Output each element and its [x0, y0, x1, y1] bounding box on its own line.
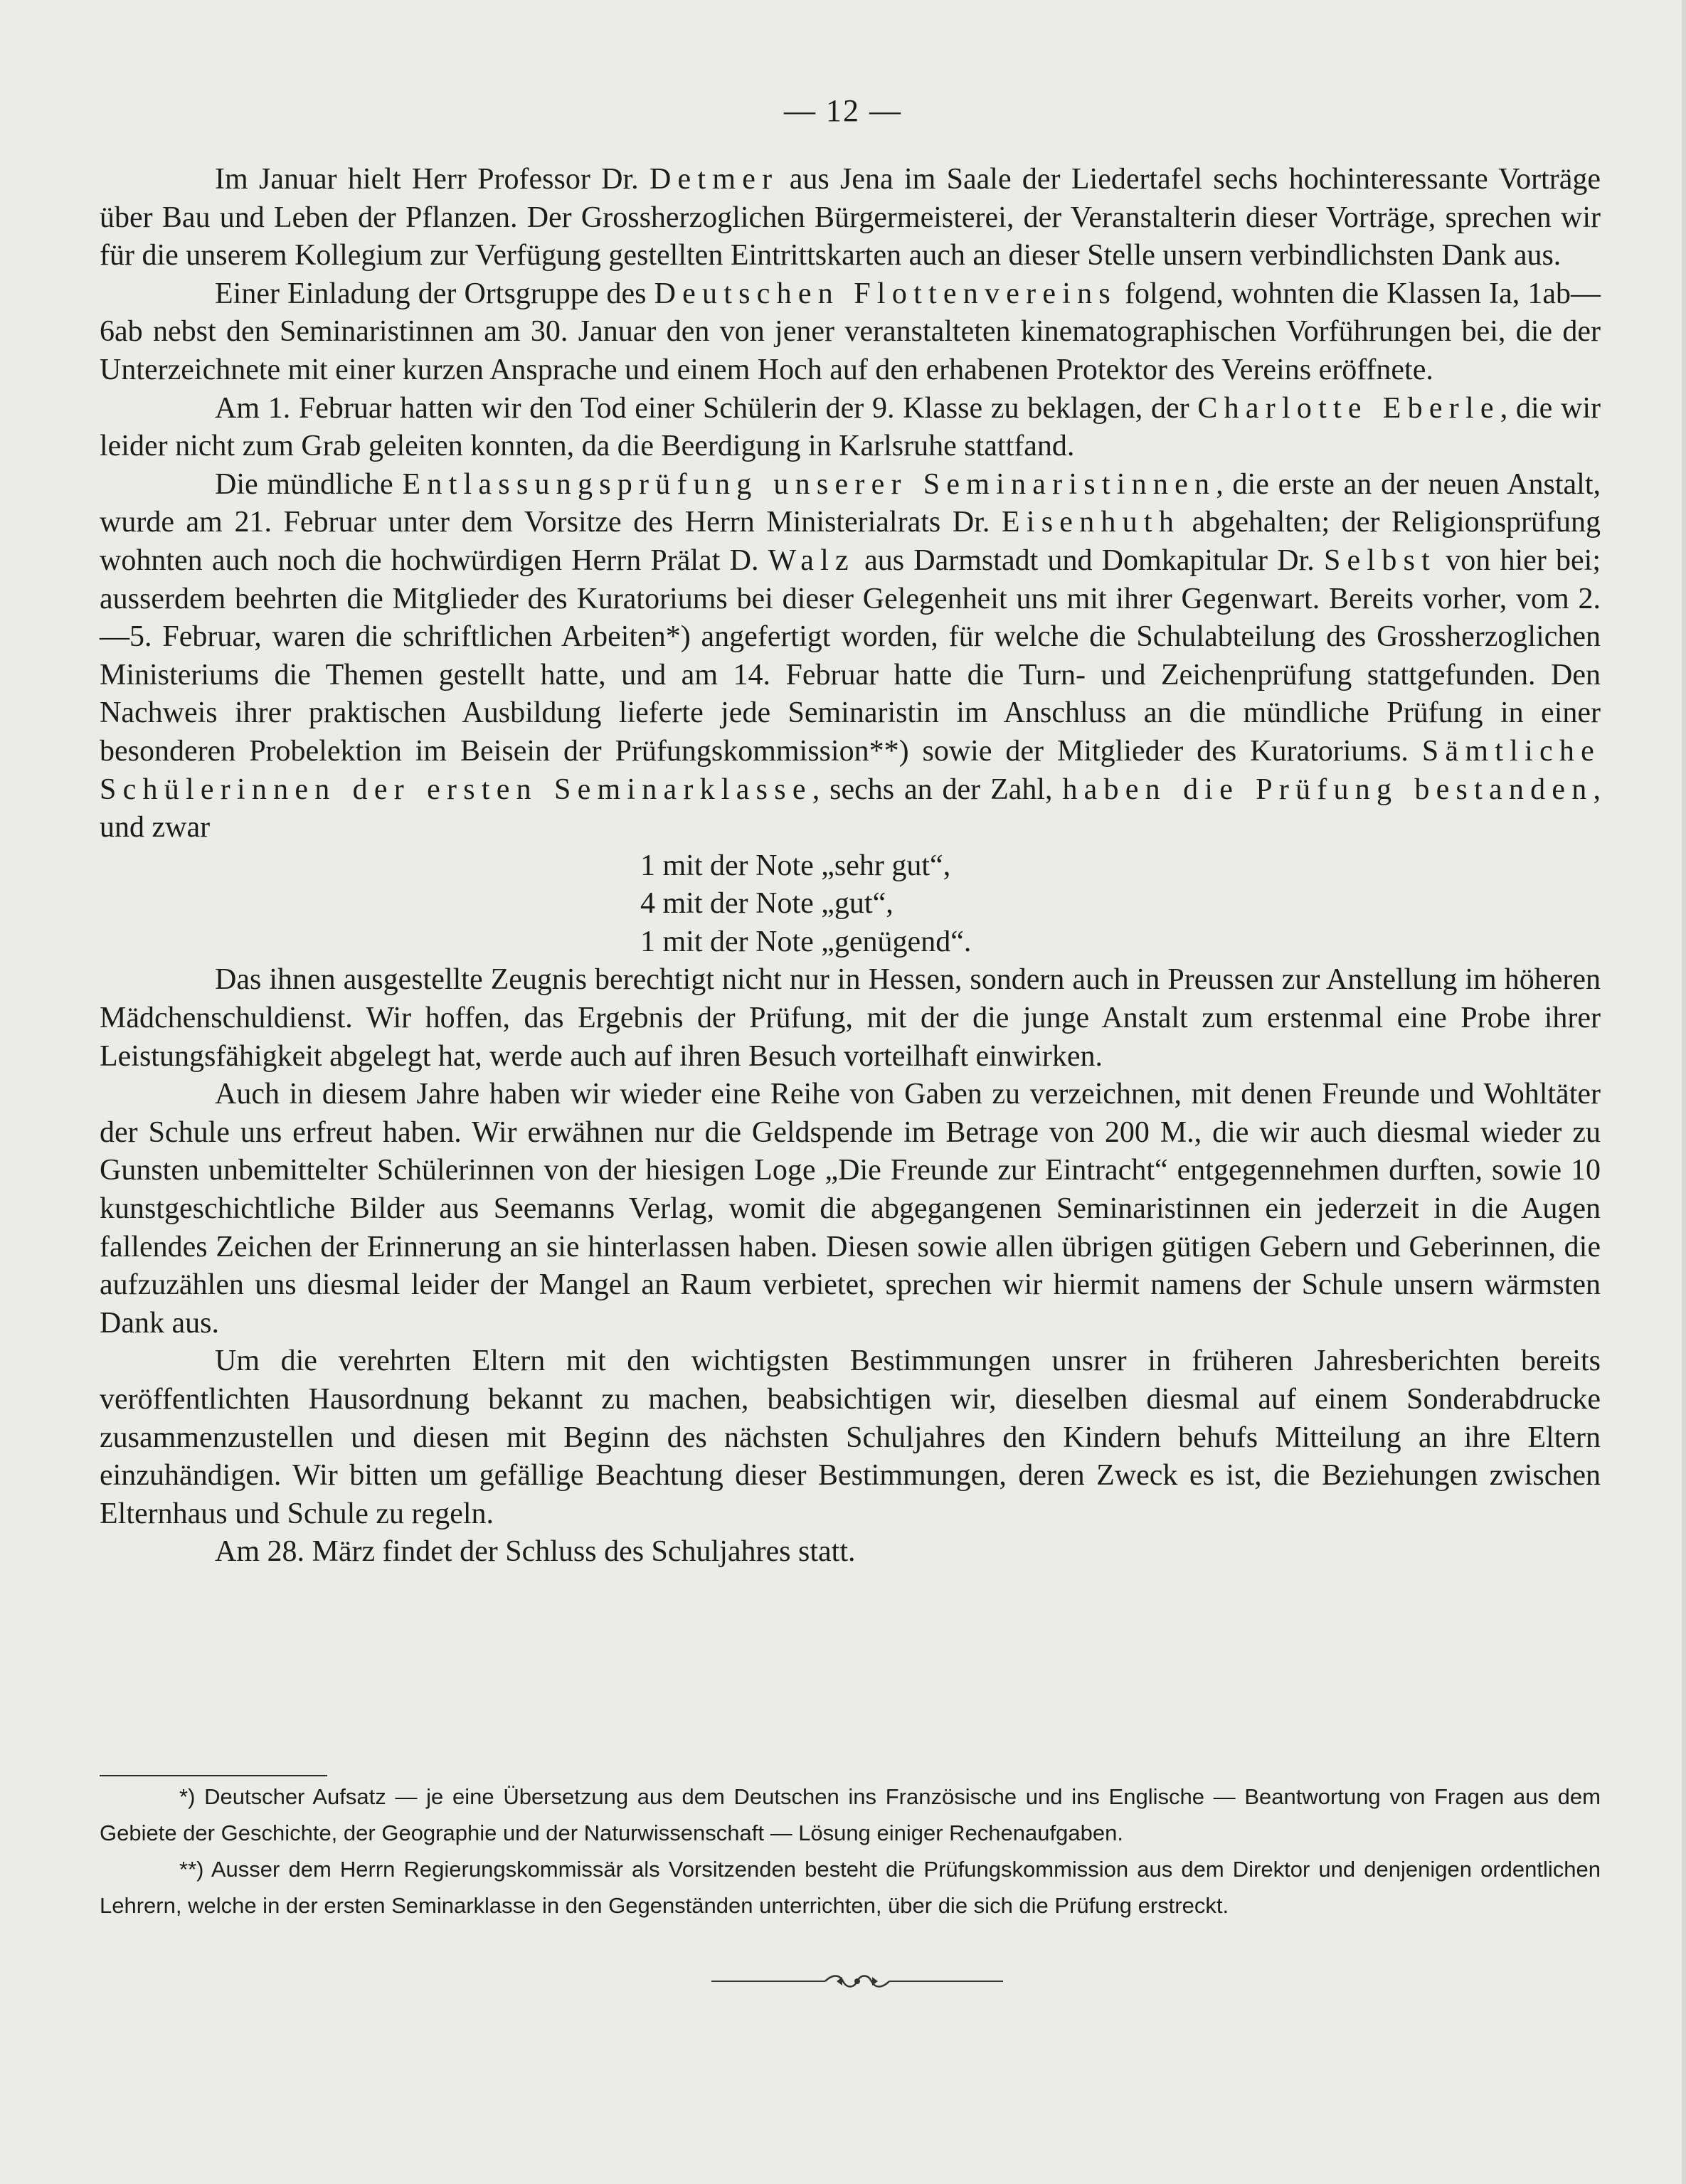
- spaced-emphasis: haben die Prüfung bestanden: [1062, 773, 1594, 806]
- text-run: abgehalten; der Religionsprüfung wohnten auch noch die hochwürdigen Herrn Prälat D.: [100, 506, 1601, 577]
- text-run: Am 1. Februar hatten wir den Tod einer Schülerin der 9. Klasse zu beklagen, der: [215, 391, 1198, 425]
- spaced-emphasis: Eisenhuth: [1001, 506, 1181, 539]
- main-text: [100, 161, 1601, 1571]
- paragraph: [100, 961, 1601, 1076]
- text-run: aus Jena im Saale der Liedertafel sechs hochinteressante Vorträge über Bau und Leben der Pflanzen. Der Grossherzoglichen Bürgermeisterei, der Veranstalterin dieser Vorträge, sprechen wir für die unserem Kollegium zur Verfügung gestellten Eintrittskarten auch an dieser Stelle unsern verbindlichsten Dank aus.: [100, 163, 1601, 272]
- paragraph: [100, 390, 1601, 466]
- footnote: **) Ausser dem Herrn Regierungskommissär als Vorsitzenden besteht die Prüfungskommission aus dem Direktor und denjenigen ordentlichen Lehrern, welche in der ersten Seminarklasse in den Gegenständen unterrichten, über die sich die Prüfung erstreckt.: [100, 1857, 1601, 1918]
- text-run: Einer Einladung der Ortsgruppe des: [215, 277, 654, 310]
- grade-list: [100, 847, 1601, 962]
- text-run: , und zwar: [100, 773, 1601, 844]
- spaced-emphasis: Detmer: [649, 163, 779, 196]
- text-run: , die erste an der neuen Anstalt, wurde am 21. Februar unter dem Vorsitze des Herrn Ministerialrats Dr.: [100, 467, 1601, 539]
- paragraph: [100, 1076, 1601, 1342]
- text-run: folgend, wohnten die Klassen Ia, 1ab—6ab nebst den Seminaristinnen am 30. Januar den von jener veranstalteten kinematographischen Vorführungen bei, die der Unterzeichnete mit einer kurzen Ansprache und einem Hoch auf den erhabenen Protektor des Vereins eröffnete.: [100, 277, 1601, 386]
- spaced-emphasis: Deutschen Flottenvereins: [654, 277, 1117, 310]
- text-run: Im Januar hielt Herr Professor Dr.: [215, 163, 650, 196]
- footnote-separator: [100, 1775, 327, 1776]
- grade-line: 1 mit der Note „sehr gut“,: [640, 849, 951, 882]
- footnote: *) Deutscher Aufsatz — je eine Übersetzung aus dem Deutschen ins Französische und ins Englische — Beantwortung von Fragen aus dem Gebiete der Geschichte, der Geographie und der Naturwissenschaft — Lösung einiger Rechenaufgaben.: [100, 1784, 1601, 1845]
- text-run: , sechs an der Zahl,: [812, 773, 1063, 806]
- spaced-emphasis: Entlassungsprüfung unserer Seminaristinnen: [402, 467, 1216, 501]
- spaced-emphasis: Walz: [768, 544, 855, 577]
- text-run: Auch in diesem Jahre haben wir wieder eine Reihe von Gaben zu verzeichnen, mit denen Freunde und Wohltäter der Schule uns erfreut haben. Wir erwähnen nur die Geldspende im Betrage von 200 M., die wir auch diesmal wieder zu Gunsten unbemittelter Schülerinnen von der hiesigen Loge „Die Freunde zur Eintracht“ entgegennehmen durften, sowie 10 kunstgeschichtliche Bilder aus Seemanns Verlag, womit die abgegangenen Seminaristinnen ein jederzeit in die Augen fallendes Zeichen der Erinnerung an sie hinterlassen haben. Diesen sowie allen übrigen gütigen Gebern und Geberinnen, die aufzuzählen uns diesmal leider der Mangel an Raum verbietet, sprechen wir hiermit namens der Schule unsern wärmsten Dank aus.: [100, 1078, 1601, 1340]
- ornament-divider-icon: [711, 1971, 1003, 1992]
- page-number: — 12 —: [784, 93, 902, 128]
- paragraph: [100, 466, 1601, 847]
- text-run: , die wir leider nicht zum Grab geleiten konnten, da die Beerdigung in Karlsruhe stattfand.: [100, 391, 1601, 463]
- grade-line: 1 mit der Note „genügend“.: [640, 925, 972, 958]
- text-run: Um die verehrten Eltern mit den wichtigsten Bestimmungen unsrer in früheren Jahresberichten bereits veröffentlichten Hausordnung bekannt zu machen, beabsichtigen wir, dieselben diesmal auf einem Sonderabdrucke zusammenzustellen und diesen mit Beginn des nächsten Schuljahres den Kindern behufs Mitteilung an ihre Eltern einzuhändigen. Wir bitten um gefällige Beachtung dieser Bestimmungen, deren Zweck es ist, die Beziehungen zwischen Elternhaus und Schule zu regeln.: [100, 1345, 1601, 1530]
- paragraph-group-before: [100, 161, 1601, 847]
- footnotes: [100, 1779, 1601, 1924]
- paragraph: [100, 161, 1601, 275]
- paragraph-group-after: [100, 961, 1601, 1571]
- text-run: Am 28. März findet der Schluss des Schuljahres statt.: [215, 1535, 856, 1569]
- paragraph: [100, 1533, 1601, 1571]
- spaced-emphasis: Selbst: [1323, 544, 1437, 577]
- text-run: aus Darmstadt und Domkapitular Dr.: [854, 544, 1324, 577]
- spaced-emphasis: Sämtliche Schülerinnen der ersten Seminarklasse: [100, 734, 1601, 806]
- text-run: Das ihnen ausgestellte Zeugnis berechtigt nicht nur in Hessen, sondern auch in Preussen zur Anstellung im höheren Mädchenschuldienst. Wir hoffen, das Ergebnis der Prüfung, mit der die junge Anstalt zum erstenmal eine Probe ihrer Leistungsfähigkeit abgelegt hat, werde auch auf ihren Besuch vorteilhaft einwirken.: [100, 963, 1601, 1073]
- spaced-emphasis: Charlotte Eberle: [1197, 391, 1500, 425]
- grade-line: 4 mit der Note „gut“,: [640, 887, 894, 921]
- paragraph: [100, 275, 1601, 390]
- text-run: von hier bei; ausserdem beehrten die Mitglieder des Kuratoriums bei dieser Gelegenheit uns mit ihrer Gegenwart. Bereits vorher, vom 2.—5. Februar, waren die schriftlichen Arbeiten*) angefertigt worden, für welche die Schulabteilung des Grossherzoglichen Ministeriums die Themen gestellt hatte, und am 14. Februar hatte die Turn- und Zeichenprüfung stattgefunden. Den Nachweis ihrer praktischen Ausbildung lieferte jede Seminaristin im Anschluss an die mündliche Prüfung in einer besonderen Probelektion im Beisein der Prüfungskommission**) sowie der Mitglieder des Kuratoriums.: [100, 544, 1601, 768]
- page-edge: [1682, 0, 1686, 2184]
- paragraph: [100, 1342, 1601, 1533]
- text-run: Die mündliche: [215, 467, 403, 501]
